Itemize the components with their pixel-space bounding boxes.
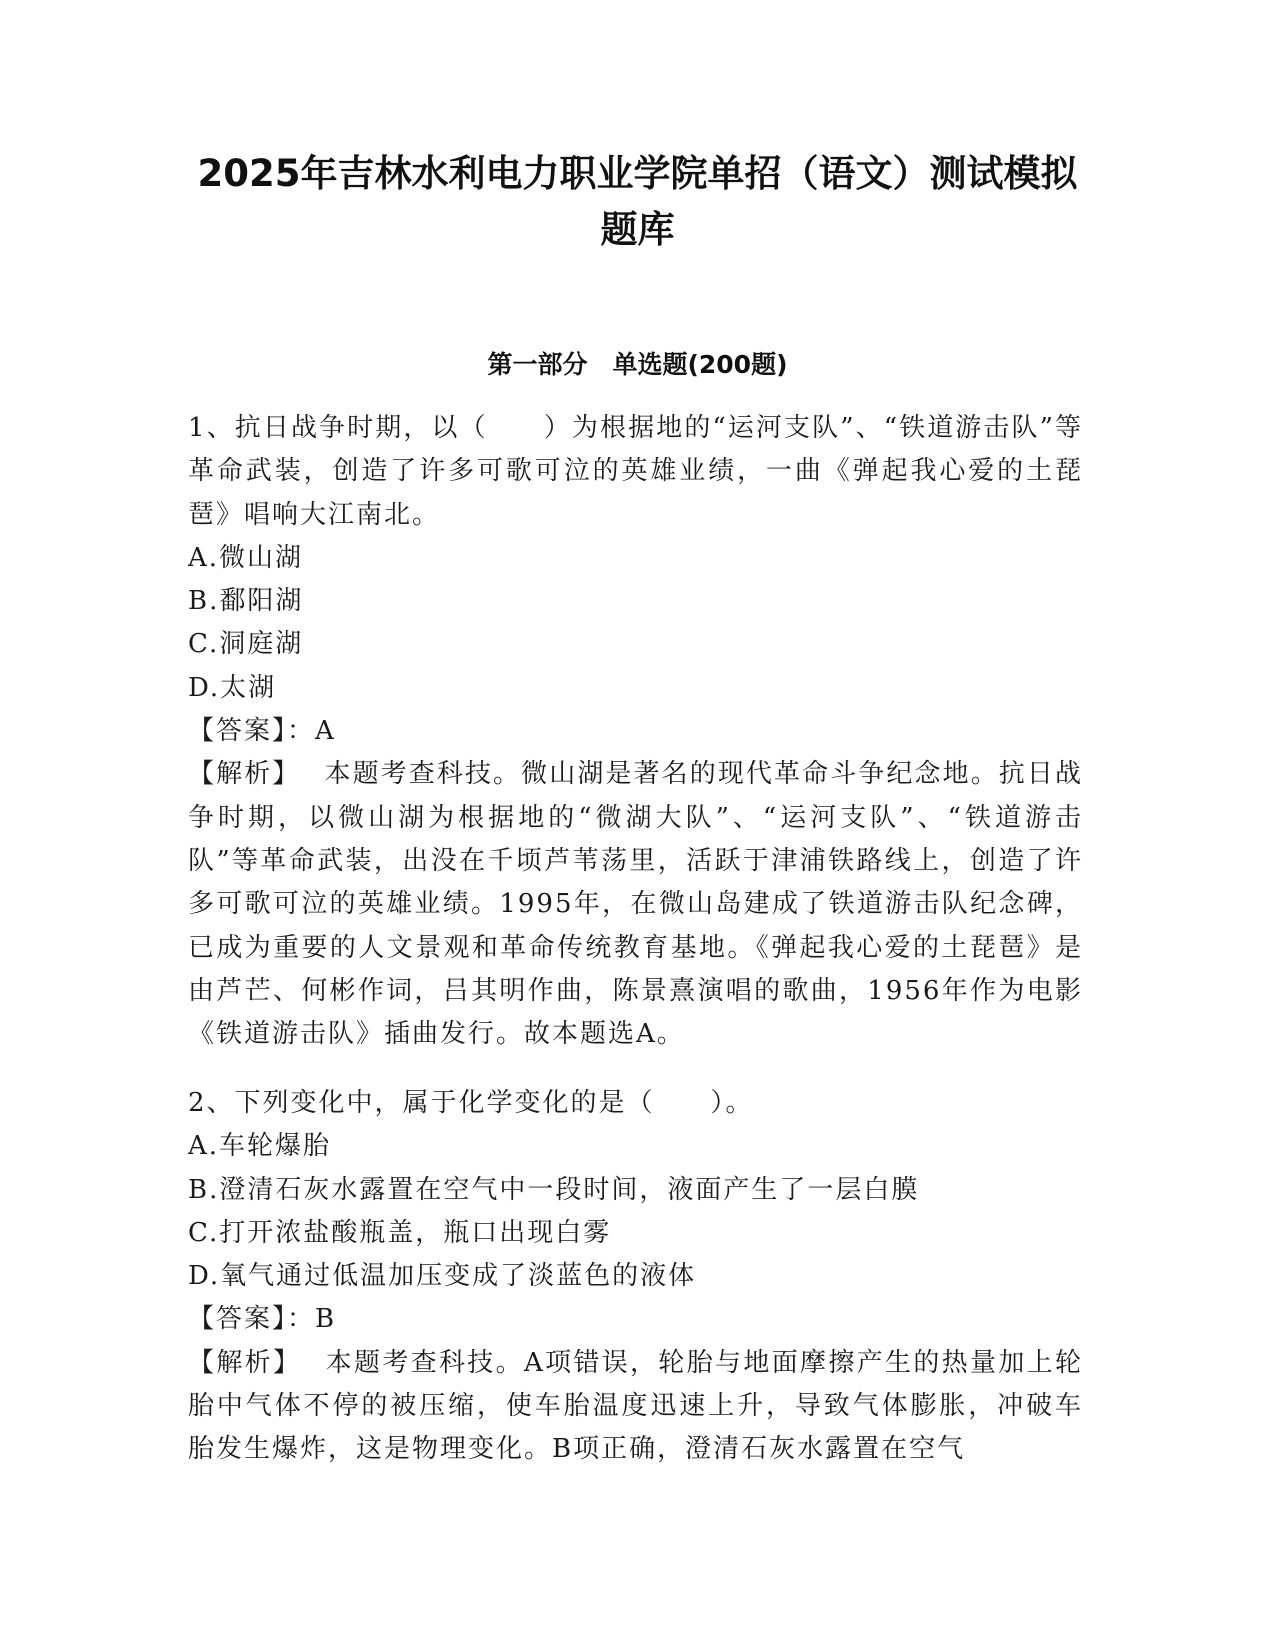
analysis-text: 本题考查科技。微山湖是著名的现代革命斗争纪念地。抗日战争时期，以微山湖为根据地的“微湖大队”、“运河支队”、“铁道游击队”等革命武装，出没在千顷芦苇荡里，活跃于津浦铁路线上，创造了许多可歌可泣的英雄业绩。1995年，在微山岛建成了铁道游击队纪念碑，已成为重要的人文景观和革命传统教育基地。《弹起我心爱的土琵琶》是由芦芒、何彬作词，吕其明作曲，陈景熹演唱的歌曲，1956年作为电影《铁道游击队》插曲发行。故本题选A。 — [188, 759, 1083, 1050]
question-stem: 2、下列变化中，属于化学变化的是（ ）。 — [188, 1088, 754, 1118]
option-b: B.澄清石灰水露置在空气中一段时间，液面产生了一层白膜 — [188, 1174, 920, 1205]
analysis-text: 本题考查科技。A项错误，轮胎与地面摩擦产生的热量加上轮胎中气体不停的被压缩，使车胎温度迅速上升，导致气体膨胀，冲破车胎发生爆炸，这是物理变化。B项正确，澄清石灰水露置在空气 — [188, 1347, 1083, 1465]
document-title — [150, 146, 1125, 258]
analysis-label: 【解析】 — [188, 1347, 302, 1378]
title-line-2: 题库 — [600, 208, 675, 251]
section-heading: 第一部分 单选题(200题) — [487, 350, 788, 379]
option-d: D.氧气通过低温加压变成了淡蓝色的液体 — [188, 1261, 697, 1292]
option-b: B.鄱阳湖 — [188, 586, 304, 617]
answer-line — [188, 1298, 1083, 1341]
analysis-paragraph — [188, 753, 1083, 1056]
option-c: C.打开浓盐酸瓶盖，瓶口出现白雾 — [188, 1217, 612, 1248]
question-1 — [188, 407, 1083, 1056]
option-a: A.微山湖 — [188, 542, 304, 573]
analysis-label: 【解析】 — [188, 759, 301, 790]
answer-label: 【答案】： — [188, 1304, 316, 1335]
option-a: A.车轮爆胎 — [188, 1131, 332, 1162]
title-line-1: 2025年吉林水利电力职业学院单招（语文）测试模拟 — [197, 152, 1078, 195]
answer-label: 【答案】： — [188, 716, 316, 747]
answer-line — [188, 710, 1083, 753]
option-c: C.洞庭湖 — [188, 629, 304, 660]
answer-value: A — [315, 716, 336, 747]
option-d: D.太湖 — [188, 672, 277, 703]
question-stem: 1、抗日战争时期，以（ ）为根据地的“运河支队”、“铁道游击队”等革命武装，创造了许多可歌可泣的英雄业绩，一曲《弹起我心爱的土琵琶》唱响大江南北。 — [188, 413, 1083, 530]
answer-value: B — [315, 1304, 337, 1335]
analysis-paragraph — [188, 1342, 1083, 1472]
question-2 — [188, 1082, 1083, 1472]
